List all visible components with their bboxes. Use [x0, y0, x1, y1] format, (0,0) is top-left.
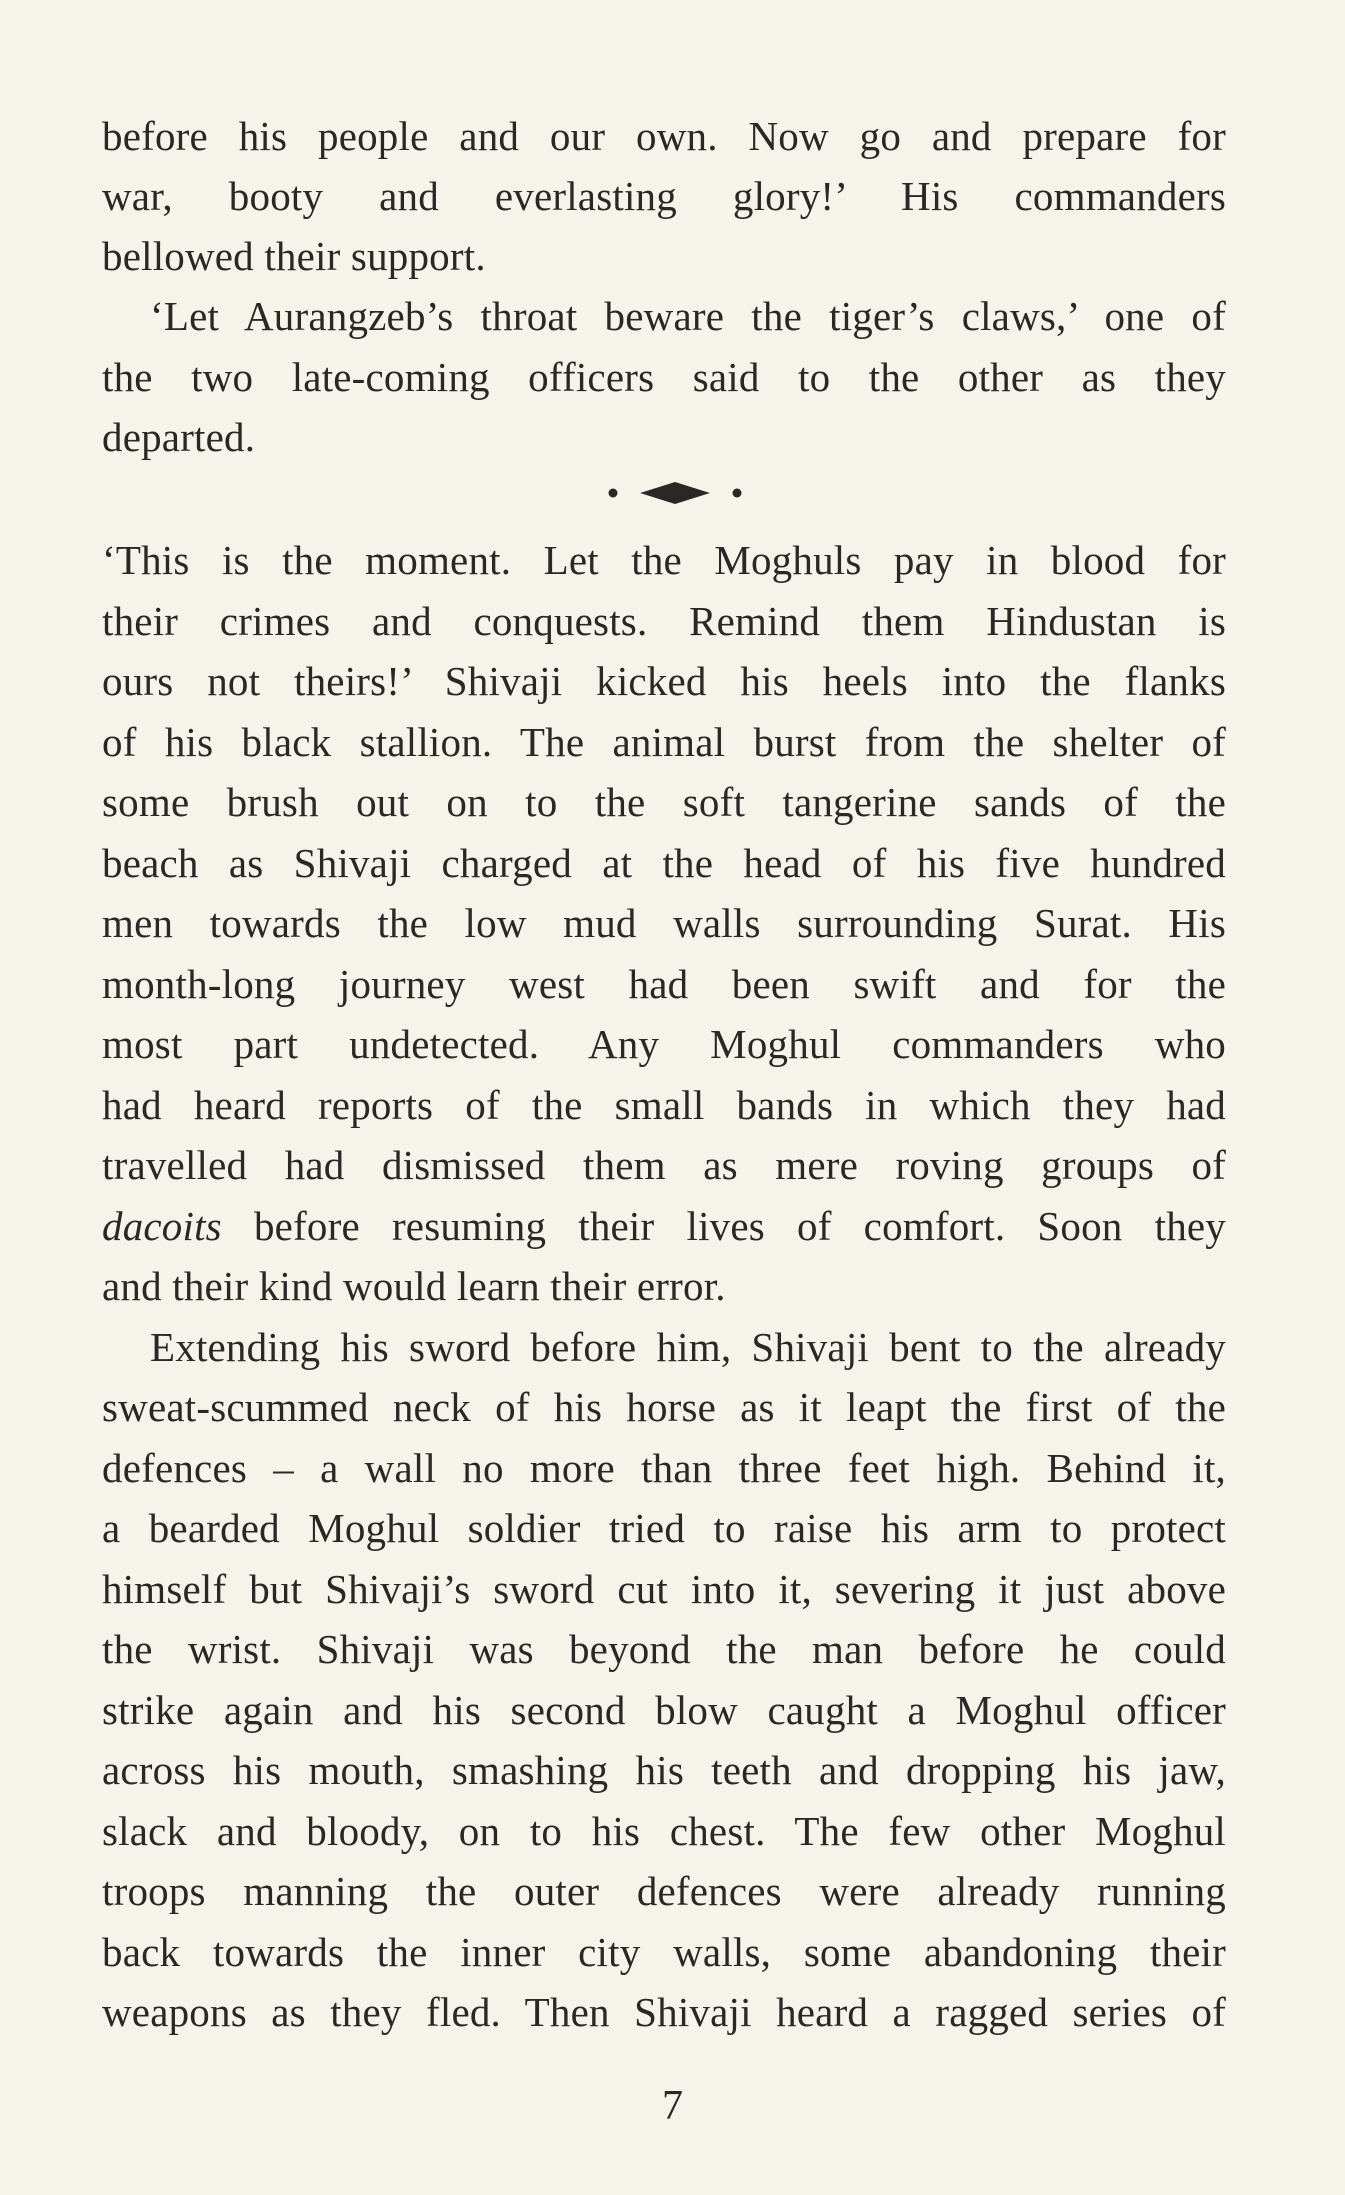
text-line: himself but Shivaji’s sword cut into it, severing it just above	[102, 1566, 1226, 1612]
text-line-rest: before resuming their lives of comfort. Soon they	[253, 1203, 1226, 1249]
text-line: sweat-scummed neck of his horse as it leapt the first of the	[102, 1384, 1226, 1430]
text-line: bellowed their support.	[102, 233, 486, 279]
text-line: departed.	[102, 414, 256, 460]
text-line: travelled had dismissed them as mere roving groups of	[102, 1142, 1226, 1188]
text-line	[102, 1196, 1226, 1256]
text-line: ‘This is the moment. Let the Moghuls pay in blood for	[102, 537, 1226, 583]
text-line: defences – a wall no more than three feet high. Behind it,	[102, 1445, 1226, 1491]
text-line: back towards the inner city walls, some abandoning their	[102, 1929, 1226, 1975]
text-line: ‘Let Aurangzeb’s throat beware the tiger’s claws,’ one of	[150, 293, 1226, 339]
text-line: ours not theirs!’ Shivaji kicked his heels into the flanks	[102, 658, 1226, 704]
text-line: before his people and our own. Now go and prepare for	[102, 113, 1226, 159]
text-line: some brush out on to the soft tangerine sands of the	[102, 779, 1226, 825]
text-line: most part undetected. Any Moghul commanders who	[102, 1021, 1226, 1067]
text-line: of his black stallion. The animal burst from the shelter of	[102, 719, 1226, 765]
section-break-ornament	[600, 478, 750, 508]
page-number: 7	[662, 2083, 683, 2129]
text-line: month-long journey west had been swift and for the	[102, 961, 1226, 1007]
text-line: their crimes and conquests. Remind them Hindustan is	[102, 598, 1226, 644]
text-line: war, booty and everlasting glory!’ His commanders	[102, 173, 1226, 219]
text-line: across his mouth, smashing his teeth and dropping his jaw,	[102, 1747, 1226, 1793]
text-line: Extending his sword before him, Shivaji bent to the already	[150, 1324, 1226, 1370]
text-line: and their kind would learn their error.	[102, 1263, 726, 1309]
text-line: the wrist. Shivaji was beyond the man before he could	[102, 1626, 1226, 1672]
text-line: beach as Shivaji charged at the head of his five hundred	[102, 840, 1226, 886]
text-line: slack and bloody, on to his chest. The few other Moghul	[102, 1808, 1226, 1854]
text-line: had heard reports of the small bands in which they had	[102, 1082, 1226, 1128]
italic-word: dacoits	[102, 1203, 222, 1249]
text-line: troops manning the outer defences were already running	[102, 1868, 1226, 1914]
text-line: the two late-coming officers said to the other as they	[102, 354, 1226, 400]
text-line: a bearded Moghul soldier tried to raise his arm to protect	[102, 1505, 1226, 1551]
text-line: strike again and his second blow caught a Moghul officer	[102, 1687, 1226, 1733]
text-line: weapons as they fled. Then Shivaji heard a ragged series of	[102, 1989, 1226, 2035]
text-line: men towards the low mud walls surrounding Surat. His	[102, 900, 1226, 946]
